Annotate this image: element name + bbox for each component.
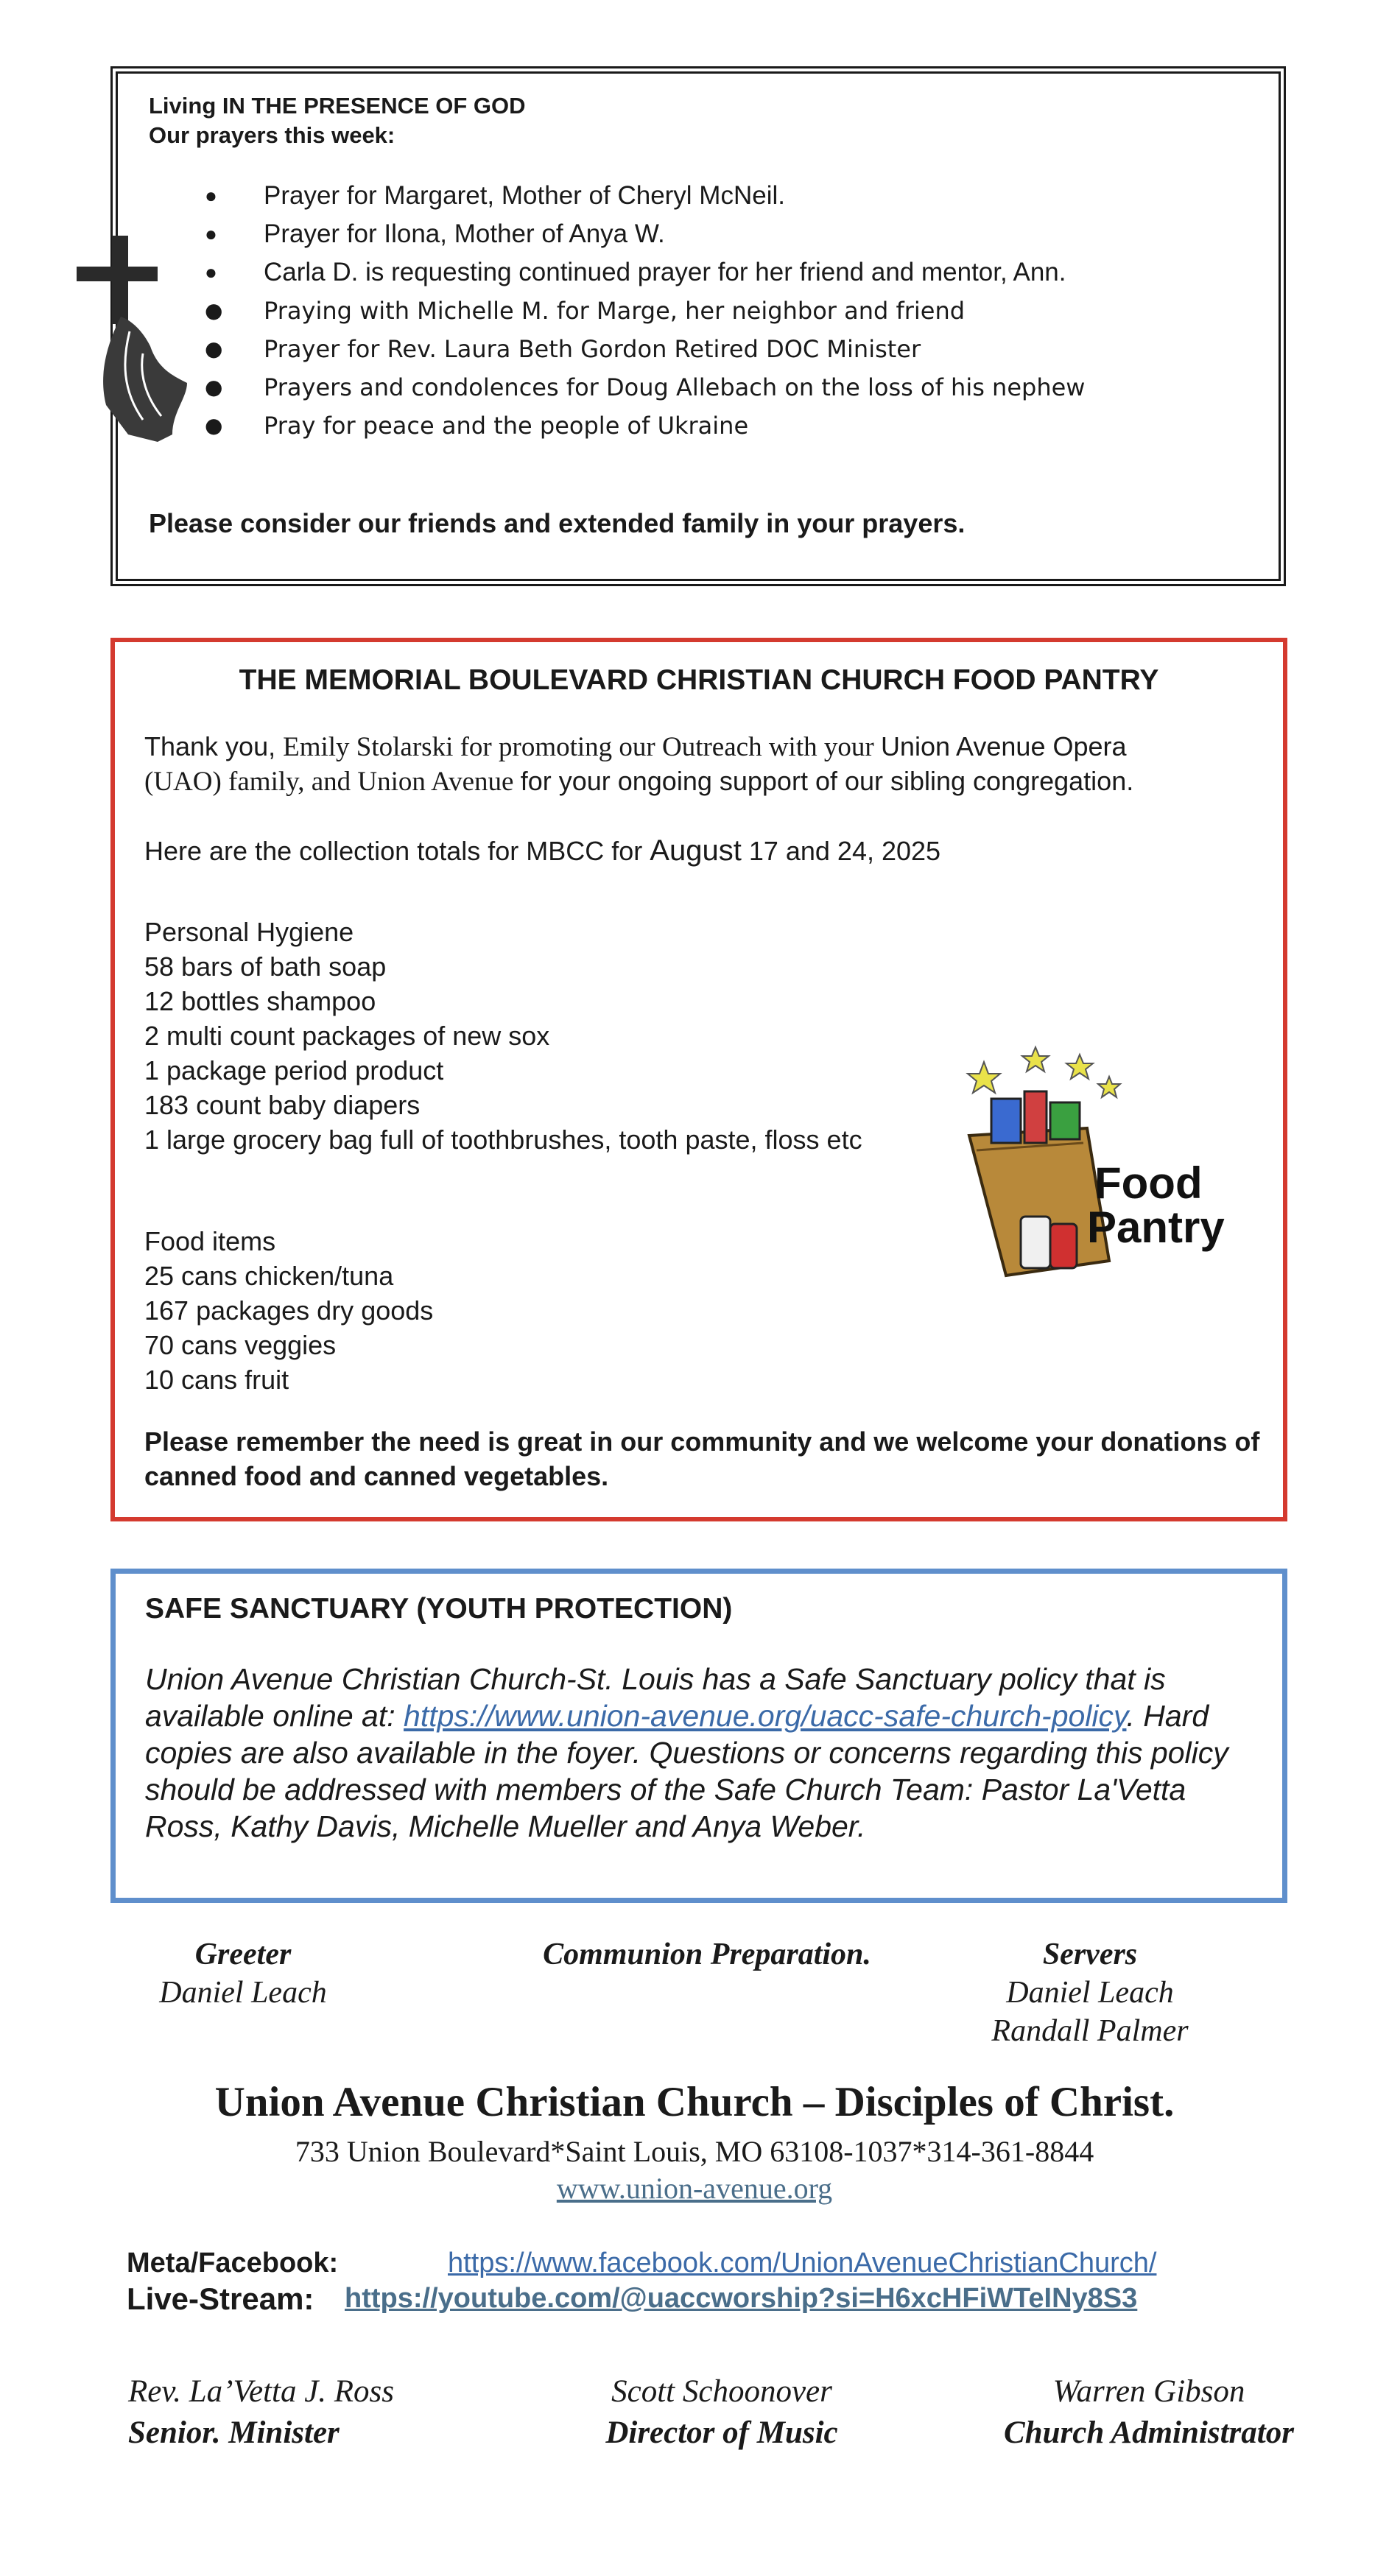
server-name: Daniel Leach (1006, 1976, 1174, 2010)
list-item: 1 large grocery bag full of toothbrushes, tooth paste, floss etc (144, 1125, 862, 1155)
bullet-icon: ● (205, 222, 217, 245)
list-item: ● Prayer for Ilona, Mother of Anya W. (205, 215, 1085, 253)
staff-name: Scott Schoonover (611, 2374, 832, 2409)
list-item: 10 cans fruit (144, 1365, 289, 1395)
pantry-thanks-line1: Thank you, Emily Stolarski for promoting our Outreach with your Union Avenue Opera (144, 731, 1127, 762)
list-item: ● Praying with Michelle M. for Marge, her neighbor and friend (205, 292, 1085, 330)
livestream-link[interactable]: https://youtube.com/@uaccworship?si=H6xcHFiWTeINy8S3 (345, 2283, 1138, 2314)
staff-music (589, 2371, 854, 2454)
bullet-icon: ● (205, 184, 217, 207)
greeter-heading: Greeter (194, 1938, 292, 1971)
church-address: 733 Union Boulevard*Saint Louis, MO 63108-1037*314-361-8844 (295, 2135, 1094, 2168)
livestream-label: Live-Stream: (127, 2281, 314, 2316)
prayer-title-line1: Living IN THE PRESENCE OF GOD (149, 93, 526, 119)
safe-sanctuary-section (110, 1569, 1287, 1903)
staff-admin (980, 2371, 1318, 2454)
list-item: 70 cans veggies (144, 1330, 337, 1360)
list-item: ● Prayer for Rev. Laura Beth Gordon Retired DOC Minister (205, 330, 1085, 368)
pantry-totals: Here are the collection totals for MBCC for August 17 and 24, 2025 (144, 834, 941, 867)
church-website-link[interactable]: www.union-avenue.org (556, 2172, 833, 2205)
greeter-name: Daniel Leach (159, 1976, 327, 2010)
pantry-label: Pantry (1087, 1203, 1225, 1252)
food-pantry-bag-icon (940, 1040, 1234, 1312)
pantry-hygiene-list (144, 915, 862, 1157)
facebook-link[interactable]: https://www.facebook.com/UnionAvenueChristianChurch/ (448, 2248, 1157, 2278)
list-item: Food items (144, 1226, 276, 1256)
servers-heading: Servers (1042, 1938, 1138, 1971)
pantry-title: THE MEMORIAL BOULEVARD CHRISTIAN CHURCH FOOD PANTRY (239, 664, 1159, 696)
list-item: ● Prayers and condolences for Doug Allebach on the loss of his nephew (205, 368, 1085, 407)
staff-minister (128, 2371, 394, 2454)
church-name: Union Avenue Christian Church – Disciples of Christ. (214, 2079, 1175, 2125)
list-item: 2 multi count packages of new sox (144, 1021, 550, 1051)
list-item: ● Pray for peace and the people of Ukraine (205, 407, 1085, 445)
server-name: Randall Palmer (991, 2014, 1189, 2048)
staff-name: Warren Gibson (1052, 2374, 1245, 2409)
prayer-section (110, 66, 1286, 586)
staff-title: Senior. Minister (128, 2415, 340, 2450)
list-item: 58 bars of bath soap (144, 951, 387, 982)
list-item: ● Prayer for Margaret, Mother of Cheryl McNeil. (205, 177, 1085, 215)
communion-block (501, 1935, 913, 1974)
bullet-icon: ● (205, 337, 223, 361)
cross-praying-hands-icon (77, 236, 202, 449)
list-item: 1 package period product (144, 1055, 444, 1085)
prayer-title (149, 91, 526, 150)
prayer-footer: Please consider our friends and extended family in your prayers. (149, 508, 966, 538)
list-item: Personal Hygiene (144, 917, 354, 947)
prayer-title-line2: Our prayers this week: (149, 122, 395, 148)
bullet-icon: ● (205, 375, 223, 399)
list-item: 25 cans chicken/tuna (144, 1261, 394, 1291)
pantry-closing: Please remember the need is great in our community and we welcome your donations of canned food and canned vegetables. (144, 1426, 1260, 1491)
food-pantry-section (110, 638, 1287, 1521)
facebook-label: Meta/Facebook: (127, 2248, 339, 2278)
bullet-icon: ● (205, 298, 223, 323)
list-item: 12 bottles shampoo (144, 986, 376, 1016)
staff-name: Rev. La’Vetta J. Ross (128, 2374, 395, 2409)
greeter-block (125, 1935, 361, 2012)
prayer-inner-border (116, 71, 1281, 581)
safe-policy-link[interactable]: https://www.union-avenue.org/uacc-safe-church-policy (404, 1699, 1127, 1733)
safe-title: SAFE SANCTUARY (YOUTH PROTECTION) (145, 1593, 733, 1625)
list-item: 167 packages dry goods (144, 1295, 434, 1326)
bullet-icon: ● (205, 413, 223, 437)
prayer-list (205, 177, 1085, 445)
communion-heading: Communion Preparation. (543, 1938, 871, 1971)
servers-block (957, 1935, 1223, 2050)
staff-title: Church Administrator (1004, 2415, 1294, 2450)
list-item: 183 count baby diapers (144, 1090, 421, 1120)
pantry-food-list (144, 1224, 433, 1397)
safe-text: Union Avenue Christian Church-St. Louis has a Safe Sanctuary policy that is available online at: https://www.union-avenue.org/uacc-safe-church-policy. Hard copies are also available in the foyer. Questions or concerns regarding this policy should be addressed with members of the Safe Church Team: Pastor La'Vetta Ross, Kathy Davis, Michelle Mueller and Anya Weber. (145, 1662, 1228, 1843)
pantry-thanks-line2: (UAO) family, and Union Avenue for your ongoing support of our sibling congregation. (144, 766, 1134, 797)
staff-title: Director of Music (605, 2415, 838, 2450)
bullet-icon: ● (205, 261, 217, 284)
list-item: ● Carla D. is requesting continued prayer for her friend and mentor, Ann. (205, 253, 1085, 292)
food-label: Food (1094, 1158, 1203, 1208)
